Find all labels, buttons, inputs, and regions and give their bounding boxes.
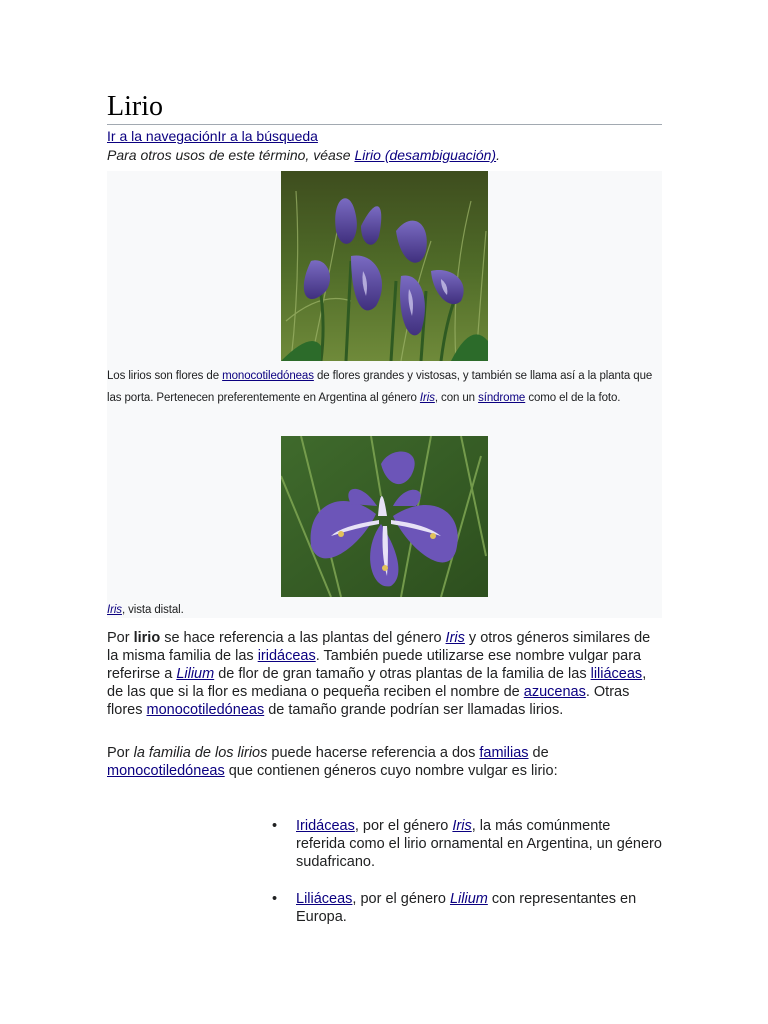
infobox-caption-1 [107,366,662,409]
caption-text: Los lirios son flores de [107,370,223,382]
monocotiledoneas-link[interactable]: monocotiledóneas [222,370,314,382]
bullet-icon: • [272,818,278,834]
page-title: Lirio [107,90,662,125]
paragraph-family [107,744,662,780]
paragraph-text: . Otras flores [107,684,630,718]
jump-links [107,128,318,145]
liliaceas-link[interactable]: Liliáceas [296,891,353,907]
azucenas-link[interactable]: azucenas [523,684,586,700]
paragraph-text: , de las que si la flor es mediana o pequeña reciben el nombre de [107,666,647,700]
monocotiledoneas-link[interactable]: monocotiledóneas [107,763,225,779]
list-text: , por el género [352,891,450,907]
paragraph-text: y otros géneros similares de la misma familia de las [107,630,651,664]
caption-text: , con un [434,391,479,404]
paragraph-text: de flor de gran tamaño y otras plantas de la familia de las [214,666,591,682]
infobox [107,171,662,618]
bold-term: lirio [133,630,161,646]
paragraph-text: puede hacerse referencia a dos [267,745,480,761]
hatnote [107,146,500,164]
jump-to-navigation-link[interactable]: Ir a la navegación [107,128,218,144]
paragraph-text: que contienen géneros cuyo nombre vulgar es lirio: [224,763,558,779]
paragraph-text: . También puede utilizarse ese nombre vulgar para referirse a [107,648,642,682]
familias-link[interactable]: familias [479,745,529,761]
iridaceas-link[interactable]: iridáceas [257,648,316,664]
photo-iris-top-view[interactable] [281,436,488,597]
hatnote-suffix: . [496,147,500,163]
photo-iris-field-image [281,171,488,361]
lilium-link[interactable]: Lilium [176,666,215,682]
list-item [272,890,662,926]
italic-term: la familia de los lirios [133,745,268,761]
monocotiledoneas-link[interactable]: monocotiledóneas [146,702,265,718]
caption-text: , vista distal. [121,604,184,616]
paragraph-text: Por [107,630,134,646]
liliaceas-link[interactable]: liliáceas [590,666,643,682]
paragraph-intro [107,629,662,719]
caption-text: de flores grandes y vistosas, y también se llama así a la planta que las porta. Pertenecen preferentemente en Argentina al género [107,370,653,404]
disambiguation-link[interactable]: Lirio (desambiguación) [354,147,497,163]
infobox-caption-2 [107,600,662,622]
iris-link[interactable]: Iris [452,818,472,834]
iridaceas-link[interactable]: Iridáceas [296,818,355,834]
lilium-link[interactable]: Lilium [449,891,488,907]
paragraph-text: de tamaño grande podrían ser llamadas lirios. [264,702,564,718]
hatnote-text: Para otros usos de este término, véase [107,147,355,163]
paragraph-text: se hace referencia a las plantas del género [160,630,446,646]
sindrome-link[interactable]: síndrome [478,391,526,404]
paragraph-text: de [528,745,549,761]
photo-iris-field[interactable] [281,171,488,361]
list-text: , la más comúnmente referida como el lirio ornamental en Argentina, un género sudafricano. [296,818,662,870]
iris-link[interactable]: Iris [107,604,122,616]
jump-to-search-link[interactable]: Ir a la búsqueda [217,128,318,144]
family-list [272,817,662,926]
list-text: con representantes en Europa. [296,891,637,925]
list-item [272,817,662,871]
list-text: , por el género [354,818,453,834]
iris-link[interactable]: Iris [419,391,435,404]
caption-text: como el de la foto. [525,391,621,404]
bullet-icon: • [272,891,278,907]
paragraph-text: Por [107,745,134,761]
photo-iris-top-view-image [281,436,488,597]
iris-link[interactable]: Iris [445,630,465,646]
